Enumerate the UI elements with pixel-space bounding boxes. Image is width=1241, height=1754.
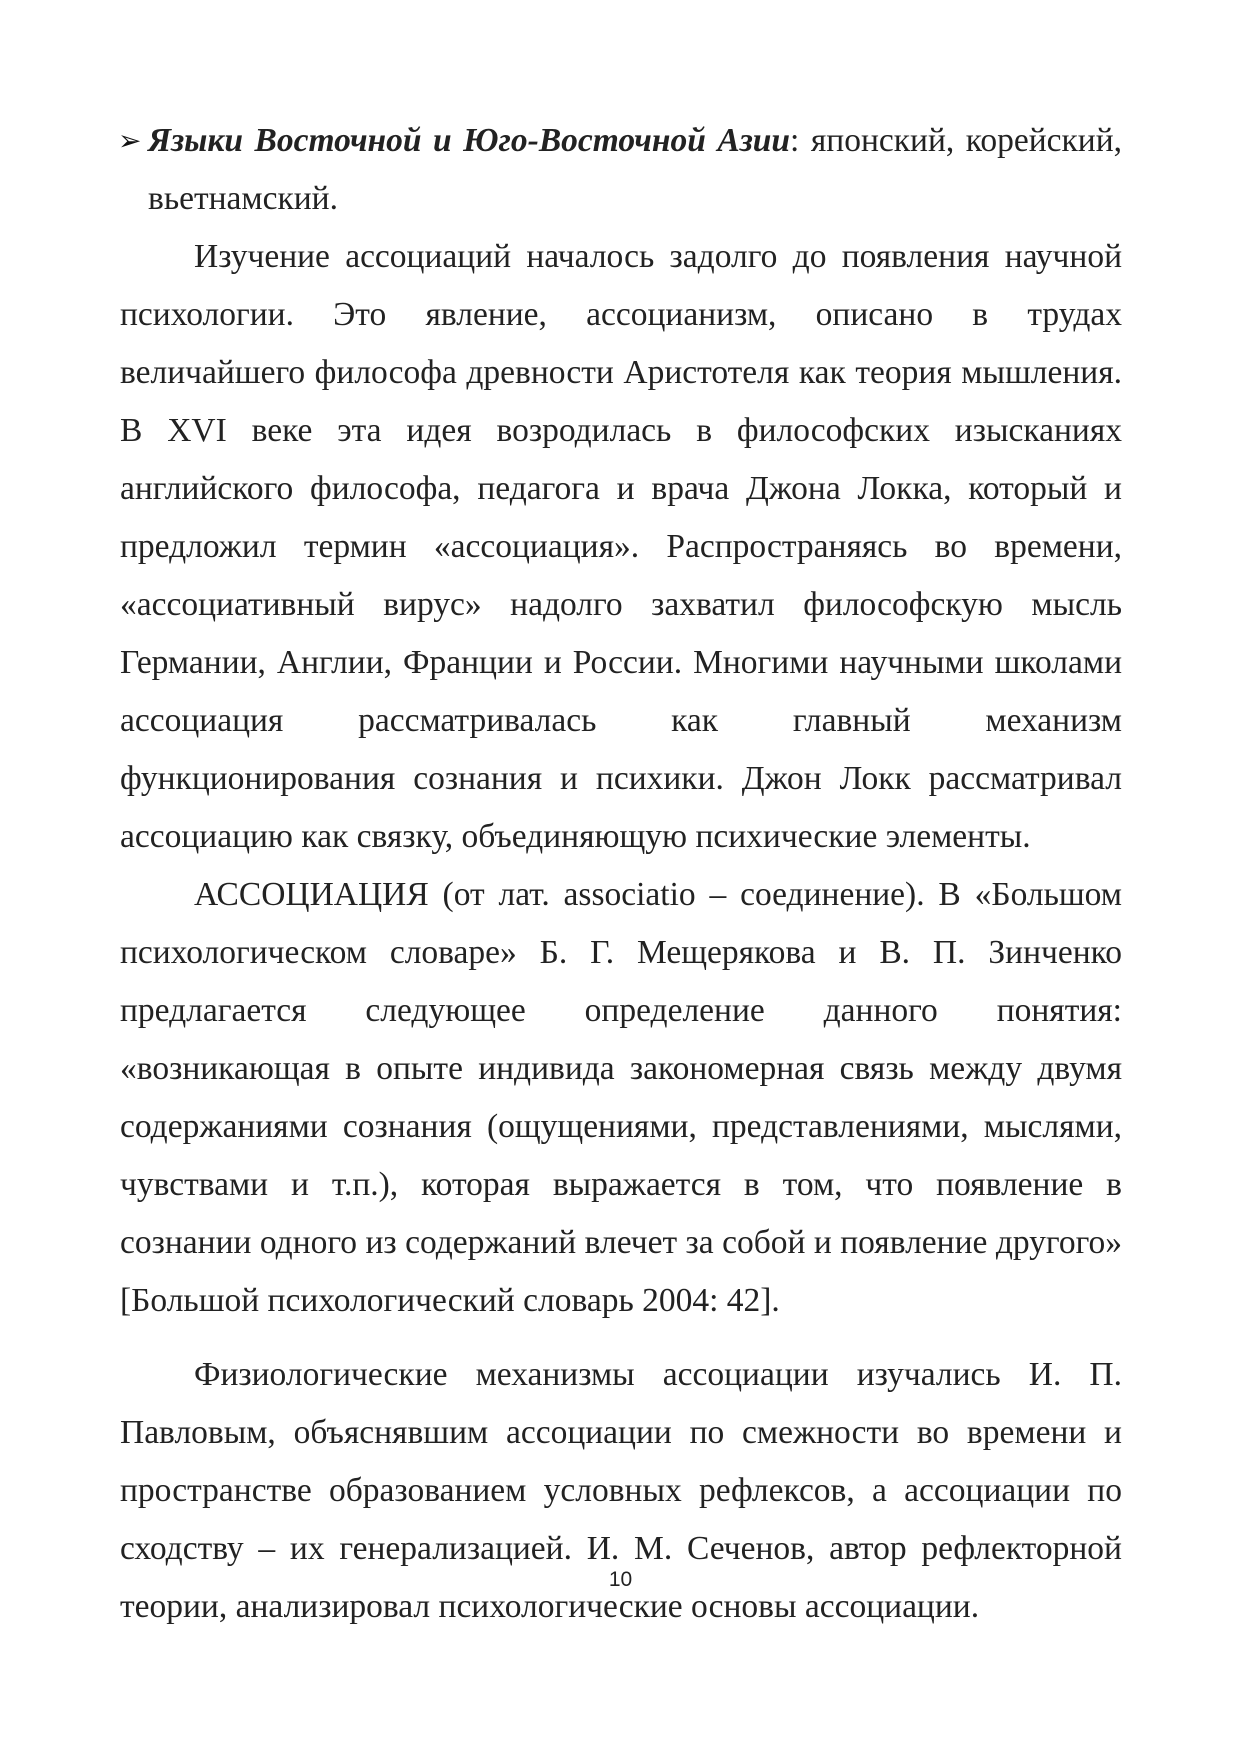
bullet-item bbox=[120, 112, 1122, 228]
paragraph-association-definition: АССОЦИАЦИЯ (от лат. associatio – соединение). В «Большом психологическом словаре» Б. Г. Мещерякова и В. П. Зинченко предлагается следующее определение данного понятия: «возникающая в опыте индивида закономерная связь между двумя содержаниями сознания (ощущениями, представлениями, мыслями, чувствами и т.п.), которая выражается в том, что появление в сознании одного из содержаний влечет за собой и появление другого» [Большой психологический словарь 2004: 42]. bbox=[120, 876, 1122, 1319]
paragraph-physiological-mechanisms: Физиологические механизмы ассоциации изучались И. П. Павловым, объяснявшим ассоциации по смежности во времени и пространстве образованием условных рефлексов, а ассоциации по сходству – их генерализацией. И. М. Сеченов, автор рефлекторной теории, анализировал психологические основы ассоциации. bbox=[120, 1356, 1122, 1625]
page-body bbox=[120, 112, 1122, 1636]
bullet-term: Языки Восточной и Юго-Восточной Азии bbox=[148, 122, 791, 159]
bullet-text: : японский, корейский, вьетнамский. bbox=[148, 122, 1122, 217]
paragraph-associations-history: Изучение ассоциаций началось задолго до появления научной психологии. Это явление, ассоцианизм, описано в трудах величайшего философа древности Аристотеля как теория мышления. В XVI веке эта идея возродилась в философских изысканиях английского философа, педагога и врача Джона Локка, который и предложил термин «ассоциация». Распространяясь во времени, «ассоциативный вирус» надолго захватил философскую мысль Германии, Англии, Франции и России. Многими научными школами ассоциация рассматривалась как главный механизм функционирования сознания и психики. Джон Локк рассматривал ассоциацию как связку, объединяющую психические элементы. bbox=[120, 238, 1122, 855]
page-number: 10 bbox=[608, 1568, 633, 1591]
arrow-bullet-icon: ➢ bbox=[118, 124, 142, 157]
